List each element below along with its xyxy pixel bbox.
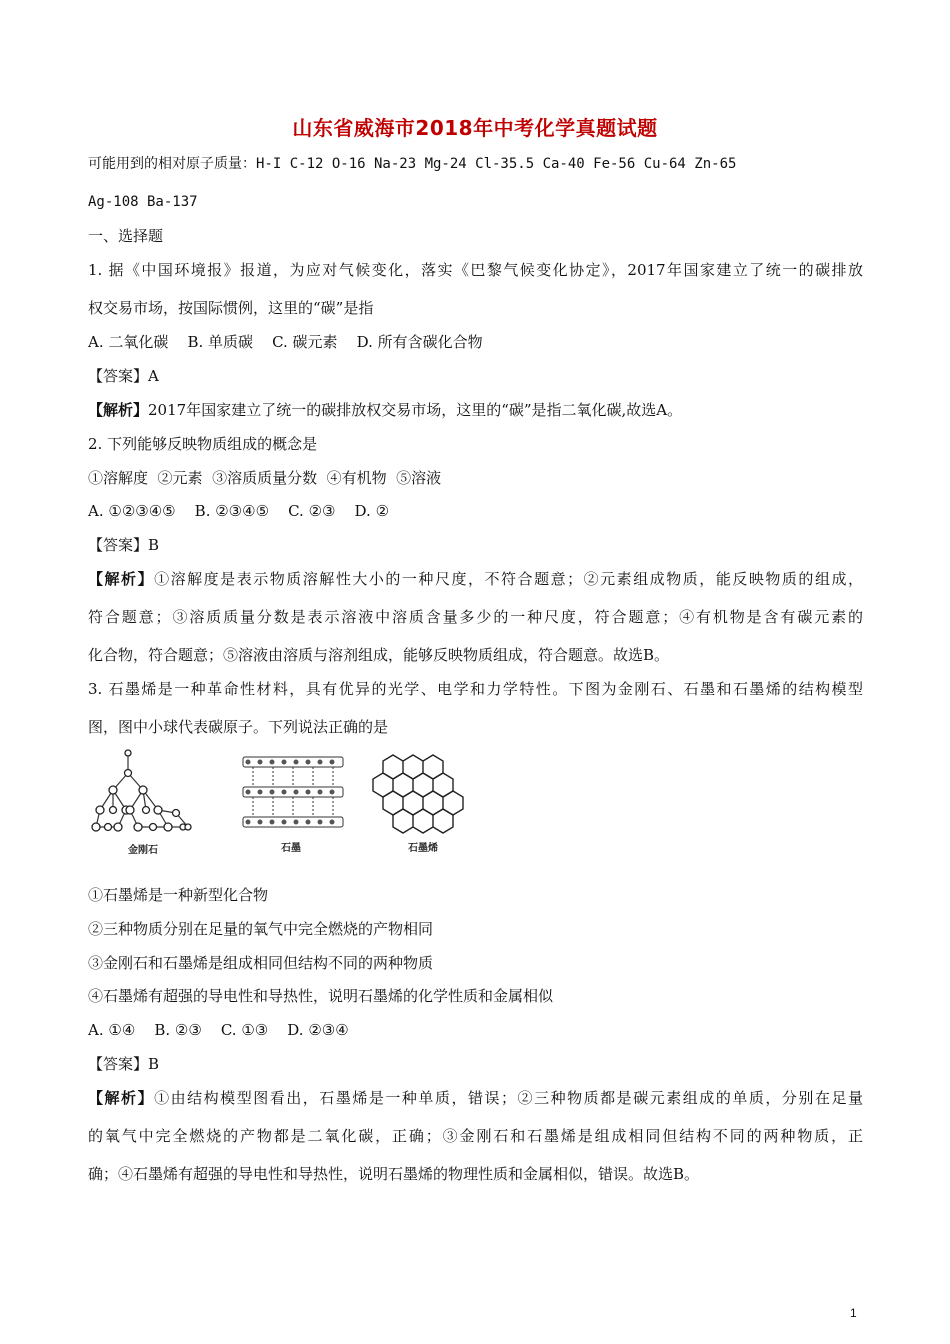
- q3-answer-label: 【答案】: [88, 1055, 149, 1073]
- q2-analysis-line-3: 化合物，符合题意；⑤溶液由溶质与溶剂组成，能够反映物质组成，符合题意。故选B。: [88, 646, 670, 664]
- q1-options: A. 二氧化碳 B. 单质碳 C. 碳元素 D. 所有含碳化合物: [88, 333, 483, 351]
- q1-analysis: [88, 400, 682, 420]
- q1-answer-value: A: [148, 367, 159, 385]
- q2-analysis-line-2: 符合题意；③溶质质量分数是表示溶液中溶质含量多少的一种尺度，符合题意；④有机物是含有碳元素的: [88, 608, 863, 626]
- carbon-structure-figure: [88, 745, 488, 865]
- q3-statement-4: ④石墨烯有超强的导电性和导热性，说明石墨烯的化学性质和金属相似: [88, 987, 554, 1005]
- q3-analysis-line-1: [88, 1088, 863, 1108]
- graphite-structure-image: [243, 757, 343, 827]
- q3-statement-2: ②三种物质分别在足量的氧气中完全燃烧的产物相同: [88, 920, 434, 938]
- figure-label-graphene: 石墨烯: [408, 843, 438, 854]
- q2-answer-label: 【答案】: [88, 536, 149, 554]
- q1-analysis-label: 【解析】: [88, 401, 149, 419]
- atomic-mass-line-2: Ag-108 Ba-137: [88, 194, 198, 210]
- figure-label-diamond: 金刚石: [128, 845, 158, 856]
- q3-answer: [88, 1054, 159, 1074]
- q3-statement-3: ③金刚石和石墨烯是组成相同但结构不同的两种物质: [88, 954, 434, 972]
- q2-answer-value: B: [148, 536, 160, 554]
- q3-statement-1: ①石墨烯是一种新型化合物: [88, 886, 269, 904]
- q3-analysis-line-2: 的氧气中完全燃烧的产物都是二氧化碳，正确；③金刚石和石墨烯是组成相同但结构不同的两种物质，正: [88, 1127, 863, 1145]
- q3-options: A. ①④ B. ②③ C. ①③ D. ②③④: [88, 1021, 349, 1039]
- q1-answer-label: 【答案】: [88, 367, 149, 385]
- q2-items: ①溶解度 ②元素 ③溶质质量分数 ④有机物 ⑤溶液: [88, 469, 442, 487]
- diamond-structure-image: [92, 750, 191, 831]
- q2-analysis-text-1: ①溶解度是表示物质溶解性大小的一种尺度，不符合题意；②元素组成物质，能反映物质的组成，: [154, 570, 863, 588]
- q3-analysis-line-3: 确；④石墨烯有超强的导电性和导热性，说明石墨烯的物理性质和金属相似，错误。故选B。: [88, 1165, 700, 1183]
- q3-stem-line-2: 图，图中小球代表碳原子。下列说法正确的是: [88, 718, 389, 736]
- page-number: 1: [850, 1306, 857, 1320]
- q2-analysis-line-1: [88, 569, 863, 589]
- atomic-mass-line-1: 可能用到的相对原子质量：H-I C-12 O-16 Na-23 Mg-24 Cl-35.5 Ca-40 Fe-56 Cu-64 Zn-65: [88, 156, 737, 172]
- q2-analysis-label: 【解析】: [88, 570, 155, 588]
- q1-answer: [88, 366, 159, 386]
- q1-stem-line-2: 权交易市场，按国际惯例，这里的“碳”是指: [88, 299, 374, 317]
- q1-stem-line-1: 1. 据《中国环境报》报道，为应对气候变化，落实《巴黎气候变化协定》，2017年国家建立了统一的碳排放: [88, 261, 863, 279]
- q3-answer-value: B: [148, 1055, 160, 1073]
- q2-stem: 2. 下列能够反映物质组成的概念是: [88, 435, 318, 453]
- q3-stem-line-1: 3. 石墨烯是一种革命性材料，具有优异的光学、电学和力学特性。下图为金刚石、石墨和石墨烯的结构模型: [88, 680, 863, 698]
- q3-analysis-text-1: ①由结构模型图看出，石墨烯是一种单质，错误；②三种物质都是碳元素组成的单质，分别在足量: [154, 1089, 863, 1107]
- page-title: 山东省威海市2018年中考化学真题试题: [292, 116, 658, 140]
- section-heading: 一、选择题: [88, 227, 164, 245]
- figure-label-graphite: 石墨: [281, 843, 301, 854]
- q2-options: A. ①②③④⑤ B. ②③④⑤ C. ②③ D. ②: [88, 502, 390, 520]
- q1-analysis-text: 2017年国家建立了统一的碳排放权交易市场，这里的“碳”是指二氧化碳,故选A。: [148, 401, 683, 419]
- q2-answer: [88, 535, 159, 555]
- q3-analysis-label: 【解析】: [88, 1089, 155, 1107]
